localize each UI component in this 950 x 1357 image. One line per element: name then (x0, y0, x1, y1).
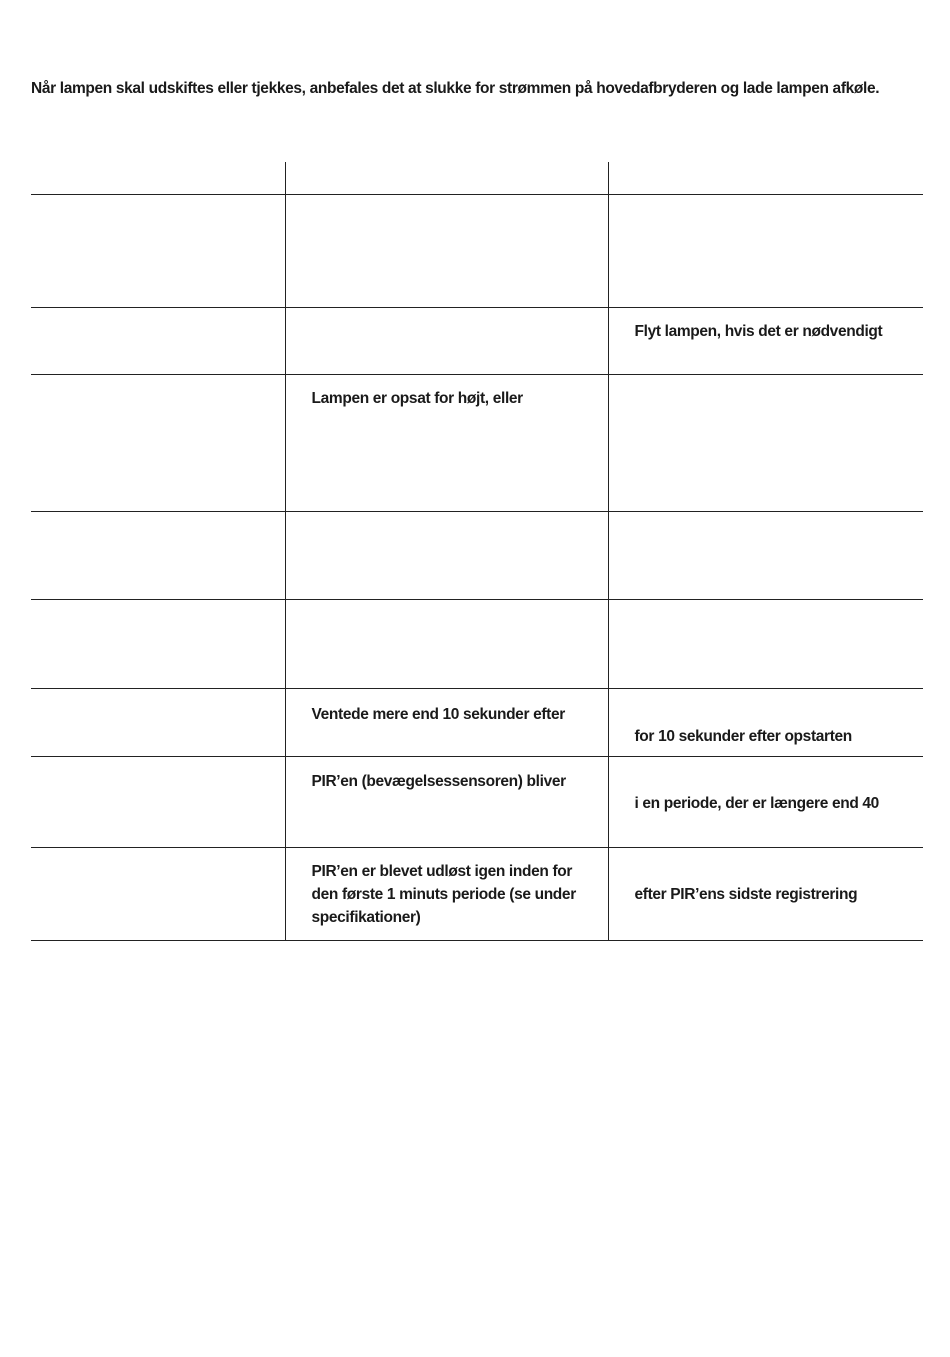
table-cell (31, 847, 285, 940)
table-row (31, 511, 923, 599)
table-cell (608, 194, 923, 307)
table-cell (31, 194, 285, 307)
table-cell (31, 511, 285, 599)
cell-text: PIR’en (bevægelsessensoren) bliver (311, 772, 566, 790)
table-cell (285, 194, 608, 307)
troubleshooting-table (31, 162, 923, 941)
table-cell (285, 162, 608, 194)
table-row (31, 847, 923, 940)
table-row (31, 307, 923, 374)
table-cell (31, 599, 285, 688)
table-cell (608, 162, 923, 194)
table-cell (31, 307, 285, 374)
table-cell (31, 162, 285, 194)
cell-text: Flyt lampen, hvis det er nødvendigt (634, 322, 883, 340)
table-row (31, 194, 923, 307)
table-cell (285, 307, 608, 374)
table-row (31, 374, 923, 511)
cell-text: efter PIR’ens sidste registrering (634, 885, 858, 903)
table-cell (285, 756, 608, 847)
table-cell (285, 511, 608, 599)
cell-text: Ventede mere end 10 sekunder efter (311, 705, 565, 723)
cell-text: Lampen er opsat for højt, eller (311, 389, 523, 407)
table-row (31, 688, 923, 756)
cell-text: for 10 sekunder efter opstarten (634, 727, 852, 745)
intro-paragraph: Når lampen skal udskiftes eller tjekkes, anbefales det at slukke for strømmen på hovedafbryderen og lade lampen afkøle. (31, 80, 880, 97)
table-cell (285, 847, 608, 940)
table-cell (608, 511, 923, 599)
cell-text: i en periode, der er længere end 40 (634, 794, 879, 812)
table-row (31, 756, 923, 847)
table-cell (608, 374, 923, 511)
table-cell (31, 374, 285, 511)
table-row (31, 162, 923, 194)
table-cell (31, 756, 285, 847)
table-row (31, 599, 923, 688)
troubleshooting-table-container (31, 162, 923, 941)
table-cell (608, 307, 923, 374)
table-cell (285, 374, 608, 511)
table-cell (285, 599, 608, 688)
table-cell (608, 847, 923, 940)
table-cell (608, 688, 923, 756)
table-cell (285, 688, 608, 756)
table-cell (31, 688, 285, 756)
cell-text: PIR’en er blevet udløst igen inden for den første 1 minuts periode (se under specifikationer) (311, 862, 576, 926)
table-cell (608, 599, 923, 688)
table-cell (608, 756, 923, 847)
